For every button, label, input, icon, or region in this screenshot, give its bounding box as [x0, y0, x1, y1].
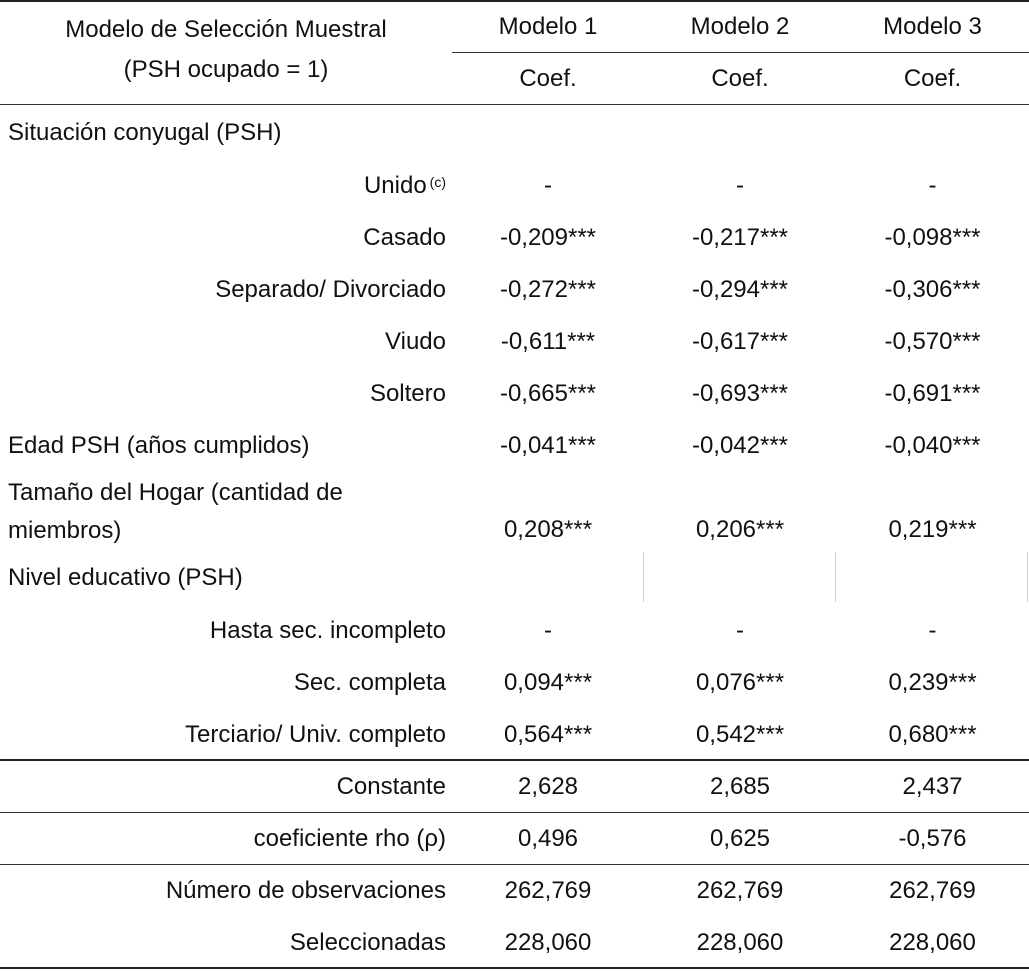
row-label — [0, 160, 446, 212]
cell-model-3: - — [928, 172, 937, 199]
table-row — [0, 709, 1029, 761]
cell-model-2: -0,294*** — [691, 276, 789, 303]
header-mid-rule — [452, 52, 1029, 53]
cell-model-2: -0,617*** — [691, 328, 789, 355]
cell-model-1: -0,665*** — [499, 380, 597, 407]
cell-model-2: 228,060 — [696, 929, 784, 956]
row-label: Sec. completa — [293, 669, 446, 696]
cell-model-3: -0,040*** — [884, 432, 981, 459]
cell-model-2: - — [736, 617, 744, 644]
table-row — [0, 420, 1029, 472]
header-model-1: Modelo 1 — [498, 13, 598, 40]
header-coef-1: Coef. — [519, 65, 577, 92]
cell-model-1: 2,628 — [517, 773, 579, 800]
cell-model-3: -0,098*** — [884, 224, 981, 251]
cell-model-1: -0,611*** — [500, 328, 596, 355]
header-coef-2: Coef. — [711, 65, 769, 92]
cell-model-1: 0,564*** — [503, 721, 593, 748]
cell-model-3: 228,060 — [889, 929, 976, 956]
header-coef-3: Coef. — [903, 65, 962, 92]
table-row — [0, 316, 1029, 368]
cell-divider — [835, 552, 836, 602]
cell-model-3: - — [928, 617, 937, 644]
row-label: Tamaño del Hogar (cantidad de miembros) — [8, 479, 343, 544]
cell-model-1: 0,496 — [517, 825, 579, 852]
header-title-line2: (PSH ocupado = 1) — [123, 56, 329, 83]
cell-model-2: 262,769 — [696, 877, 784, 904]
cell-model-1: -0,041*** — [499, 432, 597, 459]
row-label: Hasta sec. incompleto — [209, 617, 446, 644]
cell-model-3: 262,769 — [889, 877, 976, 904]
row-label: Separado/ Divorciado — [215, 276, 446, 303]
row-label: Terciario/ Univ. completo — [185, 721, 446, 748]
table-row — [0, 761, 1029, 813]
table-row — [0, 917, 1029, 969]
row-label: Seleccionadas — [289, 929, 446, 956]
cell-model-3: -0,576 — [898, 825, 967, 852]
table-row — [0, 657, 1029, 709]
cell-model-2: 0,625 — [709, 825, 771, 852]
section-row-situacion — [0, 107, 1029, 159]
cell-model-2: - — [736, 172, 744, 199]
table-row — [0, 474, 1029, 554]
cell-model-3: 0,219*** — [888, 516, 977, 543]
cell-model-3: 0,239*** — [888, 669, 977, 696]
cell-model-1: 0,094*** — [503, 669, 593, 696]
header-bottom-rule — [0, 104, 1029, 105]
table-row — [0, 605, 1029, 657]
cell-model-3: 0,680*** — [888, 721, 977, 748]
cell-model-3: -0,691*** — [884, 380, 981, 407]
table-row — [0, 212, 1029, 264]
header-model-3: Modelo 3 — [883, 13, 982, 40]
cell-model-1: 0,208*** — [503, 516, 593, 543]
section-label: Nivel educativo (PSH) — [8, 564, 243, 591]
table-row — [0, 865, 1029, 917]
row-label: Edad PSH (años cumplidos) — [8, 432, 310, 459]
section-row-nivel-educativo — [0, 552, 1029, 604]
row-label: Número de observaciones — [165, 877, 446, 904]
row-label: Soltero — [369, 380, 446, 407]
table-row — [0, 368, 1029, 420]
cell-model-2: 0,206*** — [695, 516, 785, 543]
cell-model-1: -0,272*** — [499, 276, 597, 303]
bottom-rule — [0, 967, 1029, 969]
section-label: Situación conyugal (PSH) — [8, 119, 282, 146]
row-label: Constante — [336, 773, 446, 800]
cell-model-2: -0,042*** — [691, 432, 789, 459]
cell-model-1: - — [544, 617, 552, 644]
cell-model-3: 2,437 — [902, 773, 963, 800]
cell-divider — [643, 552, 644, 602]
header-model-2: Modelo 2 — [690, 13, 790, 40]
header-title-line1: Modelo de Selección Muestral — [65, 16, 387, 43]
footnote-mark: (c) — [429, 174, 446, 190]
cell-model-1: -0,209*** — [499, 224, 597, 251]
table-row — [0, 813, 1029, 865]
table-row — [0, 160, 1029, 212]
cell-model-2: 0,542*** — [695, 721, 785, 748]
cell-divider — [1027, 552, 1028, 602]
table-row — [0, 264, 1029, 316]
row-label: Viudo — [385, 328, 446, 355]
row-label: Casado — [363, 224, 446, 251]
row-label-text: Unido — [363, 172, 427, 199]
cell-model-3: -0,570*** — [884, 328, 981, 355]
cell-model-2: -0,217*** — [691, 224, 789, 251]
cell-model-3: -0,306*** — [884, 276, 981, 303]
cell-model-2: 0,076*** — [695, 669, 785, 696]
cell-model-2: -0,693*** — [691, 380, 789, 407]
cell-model-1: - — [544, 172, 552, 199]
cell-model-2: 2,685 — [709, 773, 771, 800]
cell-model-1: 228,060 — [504, 929, 592, 956]
table-header-title — [0, 10, 452, 90]
cell-model-1: 262,769 — [504, 877, 592, 904]
row-label: coeficiente rho (ρ) — [253, 825, 446, 852]
